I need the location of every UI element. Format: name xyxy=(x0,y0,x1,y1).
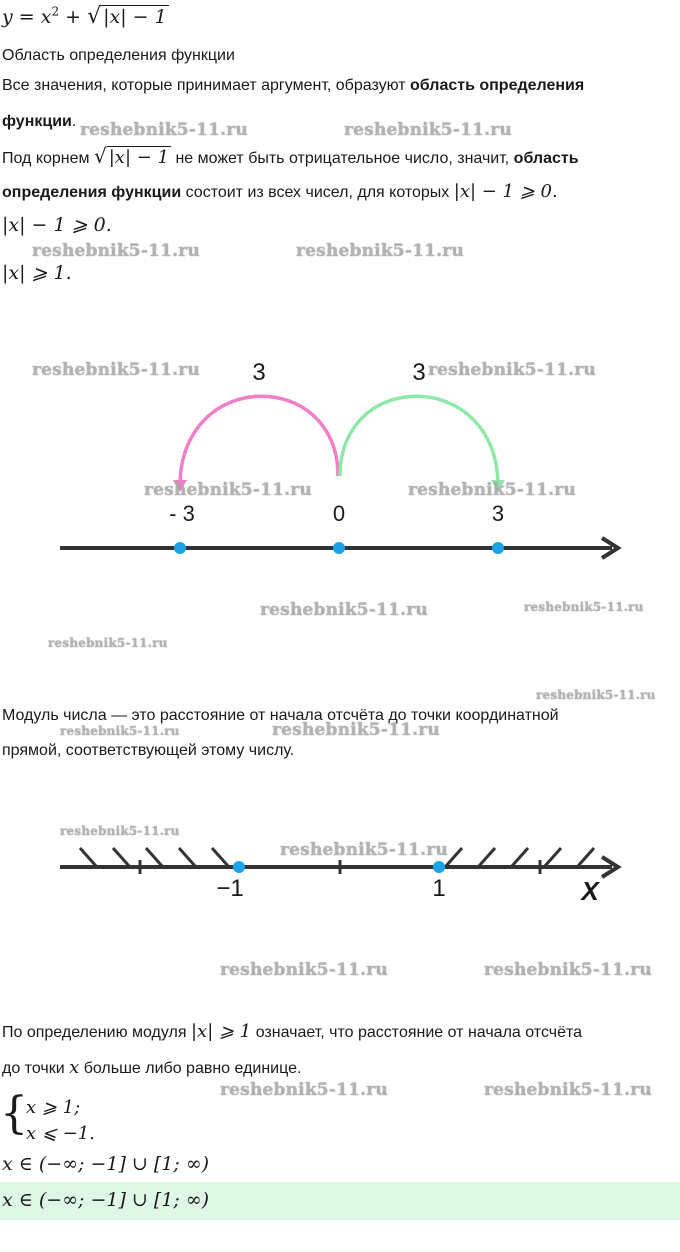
left-arc xyxy=(180,396,338,486)
system-row-2: x ⩽ −1. xyxy=(26,1123,95,1144)
tick-label-minus-3: - 3 xyxy=(169,501,195,526)
watermark: reshebnik5-11.ru xyxy=(408,480,576,500)
paragraph-modulus-meaning: По определению модуля |x| ⩾ 1 означает, что расстояние от начала отсчёта xyxy=(2,1021,583,1042)
arc-label-left: 3 xyxy=(252,359,266,386)
point-1 xyxy=(433,861,445,873)
watermark: reshebnik5-11.ru xyxy=(60,724,180,738)
paragraph-domain-intro: Все значения, которые принимает аргумент, образуют область определения xyxy=(2,77,585,94)
function-formula: $y = x^2$ + √ |x| − 1 xyxy=(2,4,167,29)
modulus-definition-line2: прямой, соответствующей этому числу. xyxy=(2,742,295,759)
watermark: reshebnik5-11.ru xyxy=(484,1080,652,1100)
axis-label-x: X xyxy=(581,876,599,906)
watermark: reshebnik5-11.ru xyxy=(484,960,652,980)
point-3 xyxy=(492,542,504,554)
arc-label-right: 3 xyxy=(412,359,426,386)
watermark: reshebnik5-11.ru xyxy=(280,840,448,860)
paragraph-domain-intro-cont: функции. xyxy=(2,113,77,130)
modulus-definition-line1: Модуль числа — это расстояние от начала отсчёта до точки координатной xyxy=(2,707,559,724)
watermark: reshebnik5-11.ru xyxy=(80,120,248,140)
watermark: reshebnik5-11.ru xyxy=(220,1080,388,1100)
watermark: reshebnik5-11.ru xyxy=(536,688,656,702)
tick-label-3: 3 xyxy=(491,501,505,526)
watermark: reshebnik5-11.ru xyxy=(60,824,180,838)
paragraph-root-condition: Под корнем √ |x| − 1 не может быть отрицательное число, значит, область xyxy=(2,144,579,168)
answer: x ∈ (−∞; −1] ∪ [1; ∞) xyxy=(2,1189,210,1211)
system-brace: { xyxy=(0,1088,28,1139)
paragraph-root-condition-cont: определения функции состоит из всех чисел, для которых |x| − 1 ⩾ 0. xyxy=(2,181,558,202)
point-minus-3 xyxy=(174,542,186,554)
inequality-2: |x| ⩾ 1. xyxy=(2,262,72,284)
label-minus-1: −1 xyxy=(216,875,244,902)
watermark: reshebnik5-11.ru xyxy=(32,360,200,380)
tick-label-0: 0 xyxy=(332,501,346,526)
watermark: reshebnik5-11.ru xyxy=(32,241,200,261)
point-0 xyxy=(333,542,345,554)
watermark: reshebnik5-11.ru xyxy=(220,960,388,980)
inequality-1: |x| − 1 ⩾ 0. xyxy=(2,214,112,236)
watermark: reshebnik5-11.ru xyxy=(428,360,596,380)
hatch-left xyxy=(80,848,228,866)
paragraph-modulus-meaning-cont: до точки x больше либо равно единице. xyxy=(2,1057,302,1078)
watermark: reshebnik5-11.ru xyxy=(296,241,464,261)
point-minus-1 xyxy=(233,861,245,873)
label-1: 1 xyxy=(432,875,446,902)
watermark: reshebnik5-11.ru xyxy=(272,720,440,740)
watermark: reshebnik5-11.ru xyxy=(524,600,644,614)
watermark: reshebnik5-11.ru xyxy=(260,600,428,620)
hatch-right xyxy=(446,848,594,866)
watermark: reshebnik5-11.ru xyxy=(144,480,312,500)
section-title: Область определения функции xyxy=(2,47,235,64)
watermark: reshebnik5-11.ru xyxy=(344,120,512,140)
solution-set: x ∈ (−∞; −1] ∪ [1; ∞) xyxy=(2,1153,210,1175)
right-arc xyxy=(340,396,498,486)
watermark: reshebnik5-11.ru xyxy=(48,636,168,650)
system-row-1: x ⩾ 1; xyxy=(26,1097,81,1118)
